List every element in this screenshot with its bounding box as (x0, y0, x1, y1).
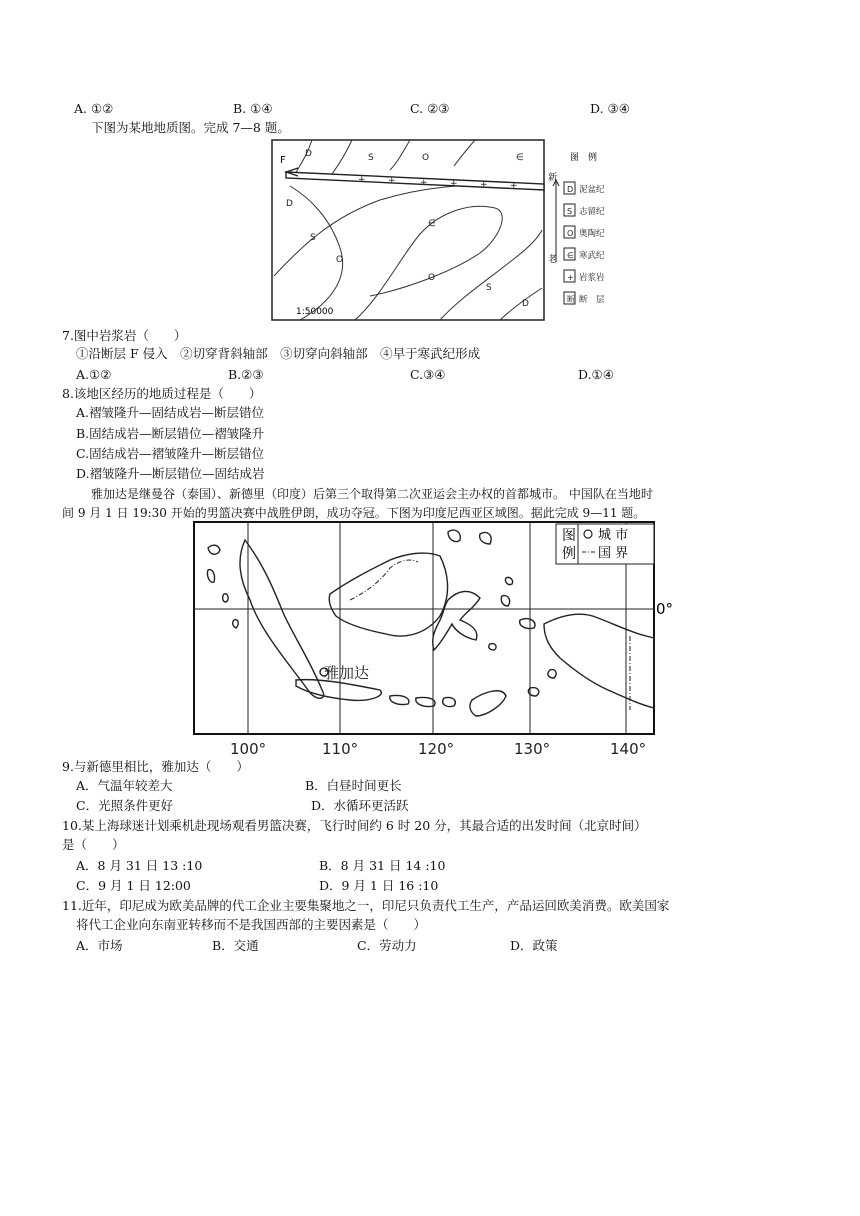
q9-option-c[interactable]: C．光照条件更好 (76, 798, 174, 813)
map-scale: 1:50000 (296, 307, 334, 317)
q10-stem-cont: 是（ ） (62, 837, 125, 852)
svg-text:O: O (336, 255, 344, 265)
svg-text:D: D (522, 299, 529, 309)
q10-option-a[interactable]: A．8 月 31 日 13 :10 (76, 858, 203, 873)
svg-text:国 界: 国 界 (598, 546, 629, 561)
q7-statements: ①沿断层 F 侵入 ②切穿背斜轴部 ③切穿向斜轴部 ④早于寒武纪形成 (76, 346, 481, 361)
q8-option-a[interactable]: A.褶皱隆升—固结成岩—断层错位 (76, 405, 265, 420)
q7-option-c[interactable]: C.③④ (410, 367, 446, 382)
intro-9-11-line1: 雅加达是继曼谷（泰国）、新德里（印度）后第三个取得第二次亚运会主办权的首都城市。 中国队在当地时 (91, 487, 653, 501)
q9-stem: 9.与新德里相比，雅加达（ ） (62, 759, 249, 774)
svg-text:老: 老 (548, 255, 558, 265)
lon-100: 100° (230, 740, 267, 758)
svg-text:+: + (480, 180, 488, 190)
indonesia-map (190, 520, 676, 758)
q10-option-c[interactable]: C．9 月 1 日 12:00 (76, 878, 191, 893)
q8-option-b[interactable]: B.固结成岩—断层错位—褶皱隆升 (76, 426, 265, 441)
legend-symbol-1: S (567, 207, 573, 216)
legend-symbol-2: O (567, 229, 574, 238)
q10-option-b[interactable]: B．8 月 31 日 14 :10 (319, 858, 446, 873)
prev-option-b: B. ①④ (233, 101, 273, 116)
lon-130: 130° (514, 740, 551, 758)
svg-text:城 市: 城 市 (598, 528, 629, 543)
lon-140: 140° (610, 740, 647, 758)
prev-option-c: C. ②③ (410, 101, 450, 116)
q11-option-c[interactable]: C．劳动力 (357, 938, 417, 953)
q8-stem: 8.该地区经历的地质过程是（ ） (62, 386, 262, 401)
q9-option-a[interactable]: A．气温年较差大 (76, 778, 173, 793)
q8-option-c[interactable]: C.固结成岩—褶皱隆升—断层错位 (76, 446, 265, 461)
legend-label-0: 泥盆纪 (579, 185, 605, 195)
legend-symbol-3: ∈ (567, 251, 574, 260)
svg-text:∈: ∈ (428, 219, 436, 229)
svg-text:+: + (510, 181, 518, 191)
q7-option-b[interactable]: B.②③ (228, 367, 264, 382)
svg-text:+: + (420, 178, 428, 188)
q10-option-d[interactable]: D．9 月 1 日 16 :10 (319, 878, 439, 893)
equator-label: 0° (656, 600, 674, 618)
legend-label-5: 断 层 (579, 295, 605, 305)
svg-text:新: 新 (548, 173, 558, 183)
svg-text:S: S (368, 153, 374, 163)
legend-label-2: 奥陶纪 (579, 229, 605, 239)
fault-label: F (280, 155, 286, 166)
prev-option-a: A. ①② (74, 101, 114, 116)
q11-stem: 11.近年，印尼成为欧美品牌的代工企业主要集聚地之一，印尼只负责代工生产，产品运回欧美消费。欧美国家 (62, 898, 670, 913)
legend-title: 图 例 (570, 153, 598, 163)
svg-text:图: 图 (562, 528, 576, 544)
legend-symbol-4: + (567, 273, 574, 282)
intro-9-11-line2: 间 9 月 1 日 19:30 开始的男篮决赛中战胜伊朗，成功夺冠。下图为印度尼西亚区域图。据此完成 9—11 题。 (62, 506, 646, 520)
q11-option-d[interactable]: D．政策 (510, 938, 558, 953)
svg-text:O: O (428, 273, 436, 283)
legend-symbol-0: D (567, 185, 574, 194)
geologic-map (270, 138, 630, 324)
q11-option-b[interactable]: B．交通 (212, 938, 259, 953)
svg-text:D: D (286, 199, 293, 209)
legend-label-1: 志留纪 (579, 207, 605, 217)
svg-text:+: + (388, 176, 396, 186)
svg-text:S: S (310, 233, 316, 243)
legend-label-3: 寒武纪 (579, 251, 605, 261)
intro-7-8: 下图为某地地质图。完成 7—8 题。 (91, 120, 290, 135)
q8-option-d[interactable]: D.褶皱隆升—断层错位—固结成岩 (76, 466, 265, 481)
svg-text:S: S (486, 283, 492, 293)
svg-text:O: O (422, 153, 430, 163)
q7-stem: 7.图中岩浆岩（ ） (62, 328, 187, 343)
q10-stem: 10.某上海球迷计划乘机赴现场观看男篮决赛，飞行时间约 6 时 20 分，其最合适的出发时间（北京时间） (62, 818, 647, 833)
svg-text:例: 例 (562, 546, 576, 562)
jakarta-label: 雅加达 (324, 664, 370, 682)
prev-option-d: D. ③④ (590, 101, 630, 116)
q9-option-d[interactable]: D．水循环更活跃 (311, 798, 409, 813)
svg-text:∈: ∈ (516, 153, 524, 163)
intrusion-plus-1: + (358, 175, 366, 185)
legend-symbol-5: 断 (567, 295, 575, 304)
svg-text:D: D (305, 149, 312, 159)
lon-110: 110° (322, 740, 359, 758)
legend-label-4: 岩浆岩 (579, 273, 605, 283)
q7-option-d[interactable]: D.①④ (578, 367, 614, 382)
q7-option-a[interactable]: A.①② (76, 367, 112, 382)
q11-stem-cont: 将代工企业向东南亚转移而不是我国西部的主要因素是（ ） (76, 917, 427, 932)
svg-text:+: + (450, 179, 458, 189)
q11-option-a[interactable]: A．市场 (76, 938, 123, 953)
q9-option-b[interactable]: B．白昼时间更长 (305, 778, 402, 793)
lon-120: 120° (418, 740, 455, 758)
